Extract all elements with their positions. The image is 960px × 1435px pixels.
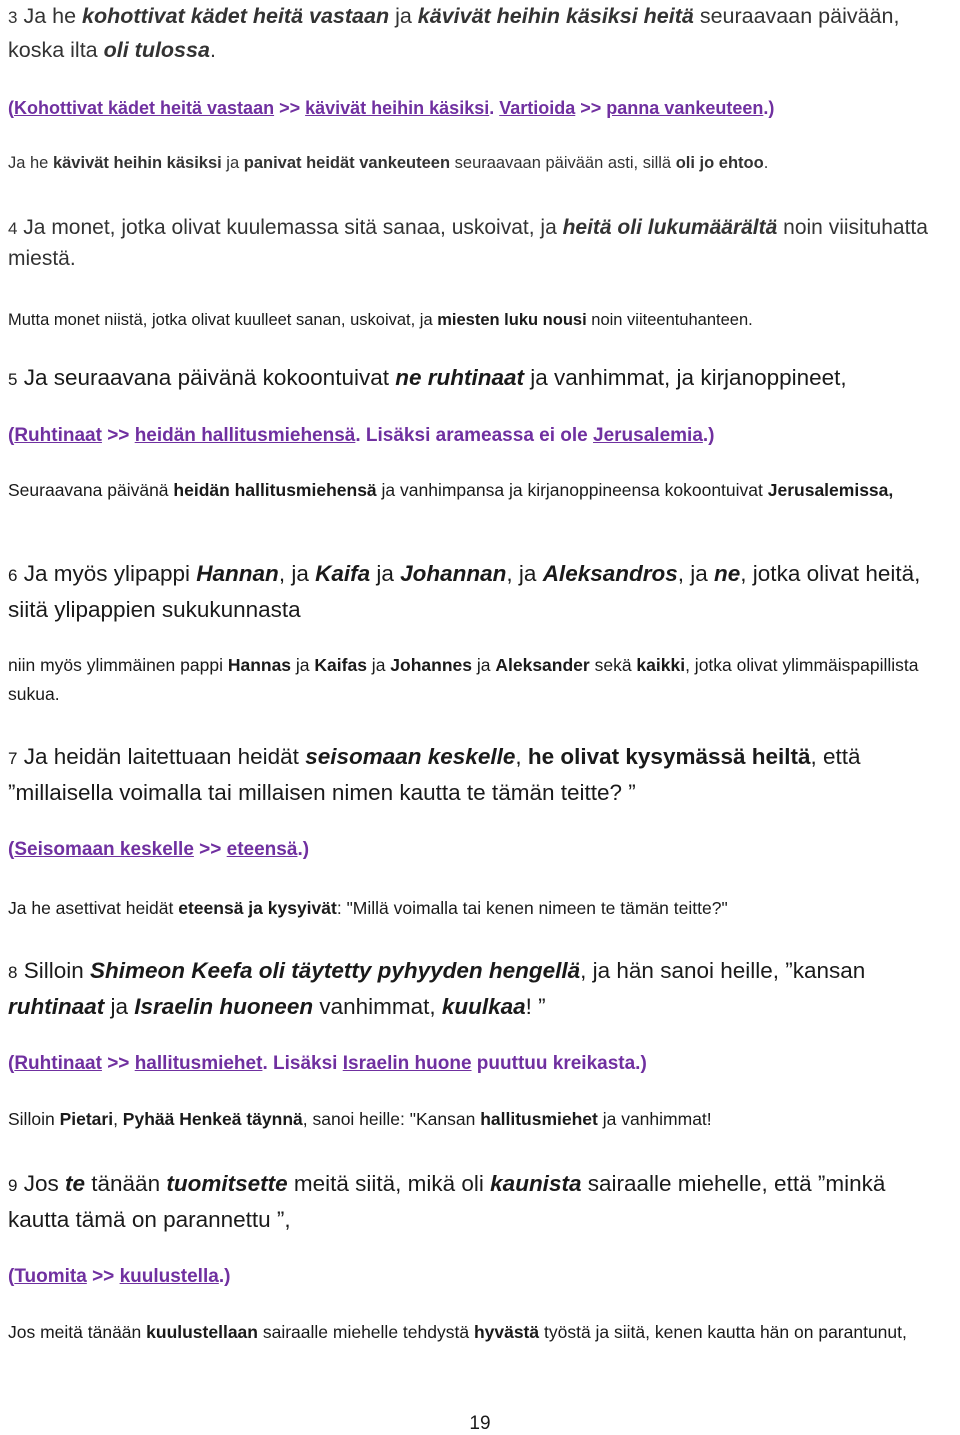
page-number: 19 xyxy=(469,1413,491,1434)
verse-number: 4 xyxy=(8,219,18,238)
verse-number: 6 xyxy=(8,566,18,585)
translation-9: Jos meitä tänään kuulustellaan sairaalle miehelle tehdystä hyvästä työstä ja siitä, kenen kautta hän on parantunut, xyxy=(8,1322,907,1342)
verse-number: 9 xyxy=(8,1176,18,1195)
note-5: (Ruhtinaat >> heidän hallitusmiehensä. Lisäksi arameassa ei ole Jerusalemia.) xyxy=(8,425,715,446)
verse-8: 8 Silloin Shimeon Keefa oli täytetty pyhyyden hengellä, ja hän sanoi heille, ”kansan ruhtinaat ja Israelin huoneen vanhimmat, kuulkaa! ” xyxy=(8,958,866,1019)
verse-number: 3 xyxy=(8,8,18,27)
verse-9: 9 Jos te tänään tuomitsette meitä siitä, mikä oli kaunista sairaalle miehelle, että ”minkä kautta tämä on parannettu ”, xyxy=(8,1171,886,1232)
verse-7: 7 Ja heidän laitettuaan heidät seisomaan keskelle, he olivat kysymässä heiltä, että ”millaisella voimalla tai millaisen nimen kautta te tämän teitte? ” xyxy=(8,744,861,805)
note-9: (Tuomita >> kuulustella.) xyxy=(8,1266,231,1287)
verse-number: 7 xyxy=(8,749,18,768)
translation-3: Ja he kävivät heihin käsiksi ja panivat heidät vankeuteen seuraavaan päivään asti, sillä oli jo ehtoo. xyxy=(8,154,769,172)
translation-7: Ja he asettivat heidät eteensä ja kysyivät: "Millä voimalla tai kenen nimeen te tämän teitte?" xyxy=(8,898,728,918)
note-7: (Seisomaan keskelle >> eteensä.) xyxy=(8,839,310,860)
note-3: (Kohottivat kädet heitä vastaan >> kävivät heihin käsiksi. Vartioida >> panna vankeuteen.) xyxy=(8,98,775,118)
verse-4: 4 Ja monet, jotka olivat kuulemassa sitä sanaa, uskoivat, ja heitä oli lukumäärältä noin viisituhatta miestä. xyxy=(8,216,928,270)
verse-5: 5 Ja seuraavana päivänä kokoontuivat ne ruhtinaat ja vanhimmat, ja kirjanoppineet, xyxy=(8,365,847,390)
verse-number: 5 xyxy=(8,370,18,389)
translation-5: Seuraavana päivänä heidän hallitusmiehensä ja vanhimpansa ja kirjanoppineensa kokoontuivat Jerusalemissa, xyxy=(8,480,894,500)
verse-3: 3 Ja he kohottivat kädet heitä vastaan ja kävivät heihin käsiksi heitä seuraavaan päivään, koska ilta oli tulossa. xyxy=(8,4,900,62)
verse-6: 6 Ja myös ylipappi Hannan, ja Kaifa ja Johannan, ja Aleksandros, ja ne, jotka olivat heitä, siitä ylipappien sukukunnasta xyxy=(8,561,921,622)
translation-4: Mutta monet niistä, jotka olivat kuulleet sanan, uskoivat, ja miesten luku nousi noin viiteentuhanteen. xyxy=(8,311,753,329)
note-8: (Ruhtinaat >> hallitusmiehet. Lisäksi Israelin huone puuttuu kreikasta.) xyxy=(8,1053,647,1074)
translation-6: niin myös ylimmäinen pappi Hannas ja Kaifas ja Johannes ja Aleksander sekä kaikki, jotka olivat ylimmäispapillista sukua. xyxy=(8,655,919,704)
translation-8: Silloin Pietari, Pyhää Henkeä täynnä, sanoi heille: "Kansan hallitusmiehet ja vanhimmat! xyxy=(8,1109,712,1129)
verse-number: 8 xyxy=(8,963,18,982)
